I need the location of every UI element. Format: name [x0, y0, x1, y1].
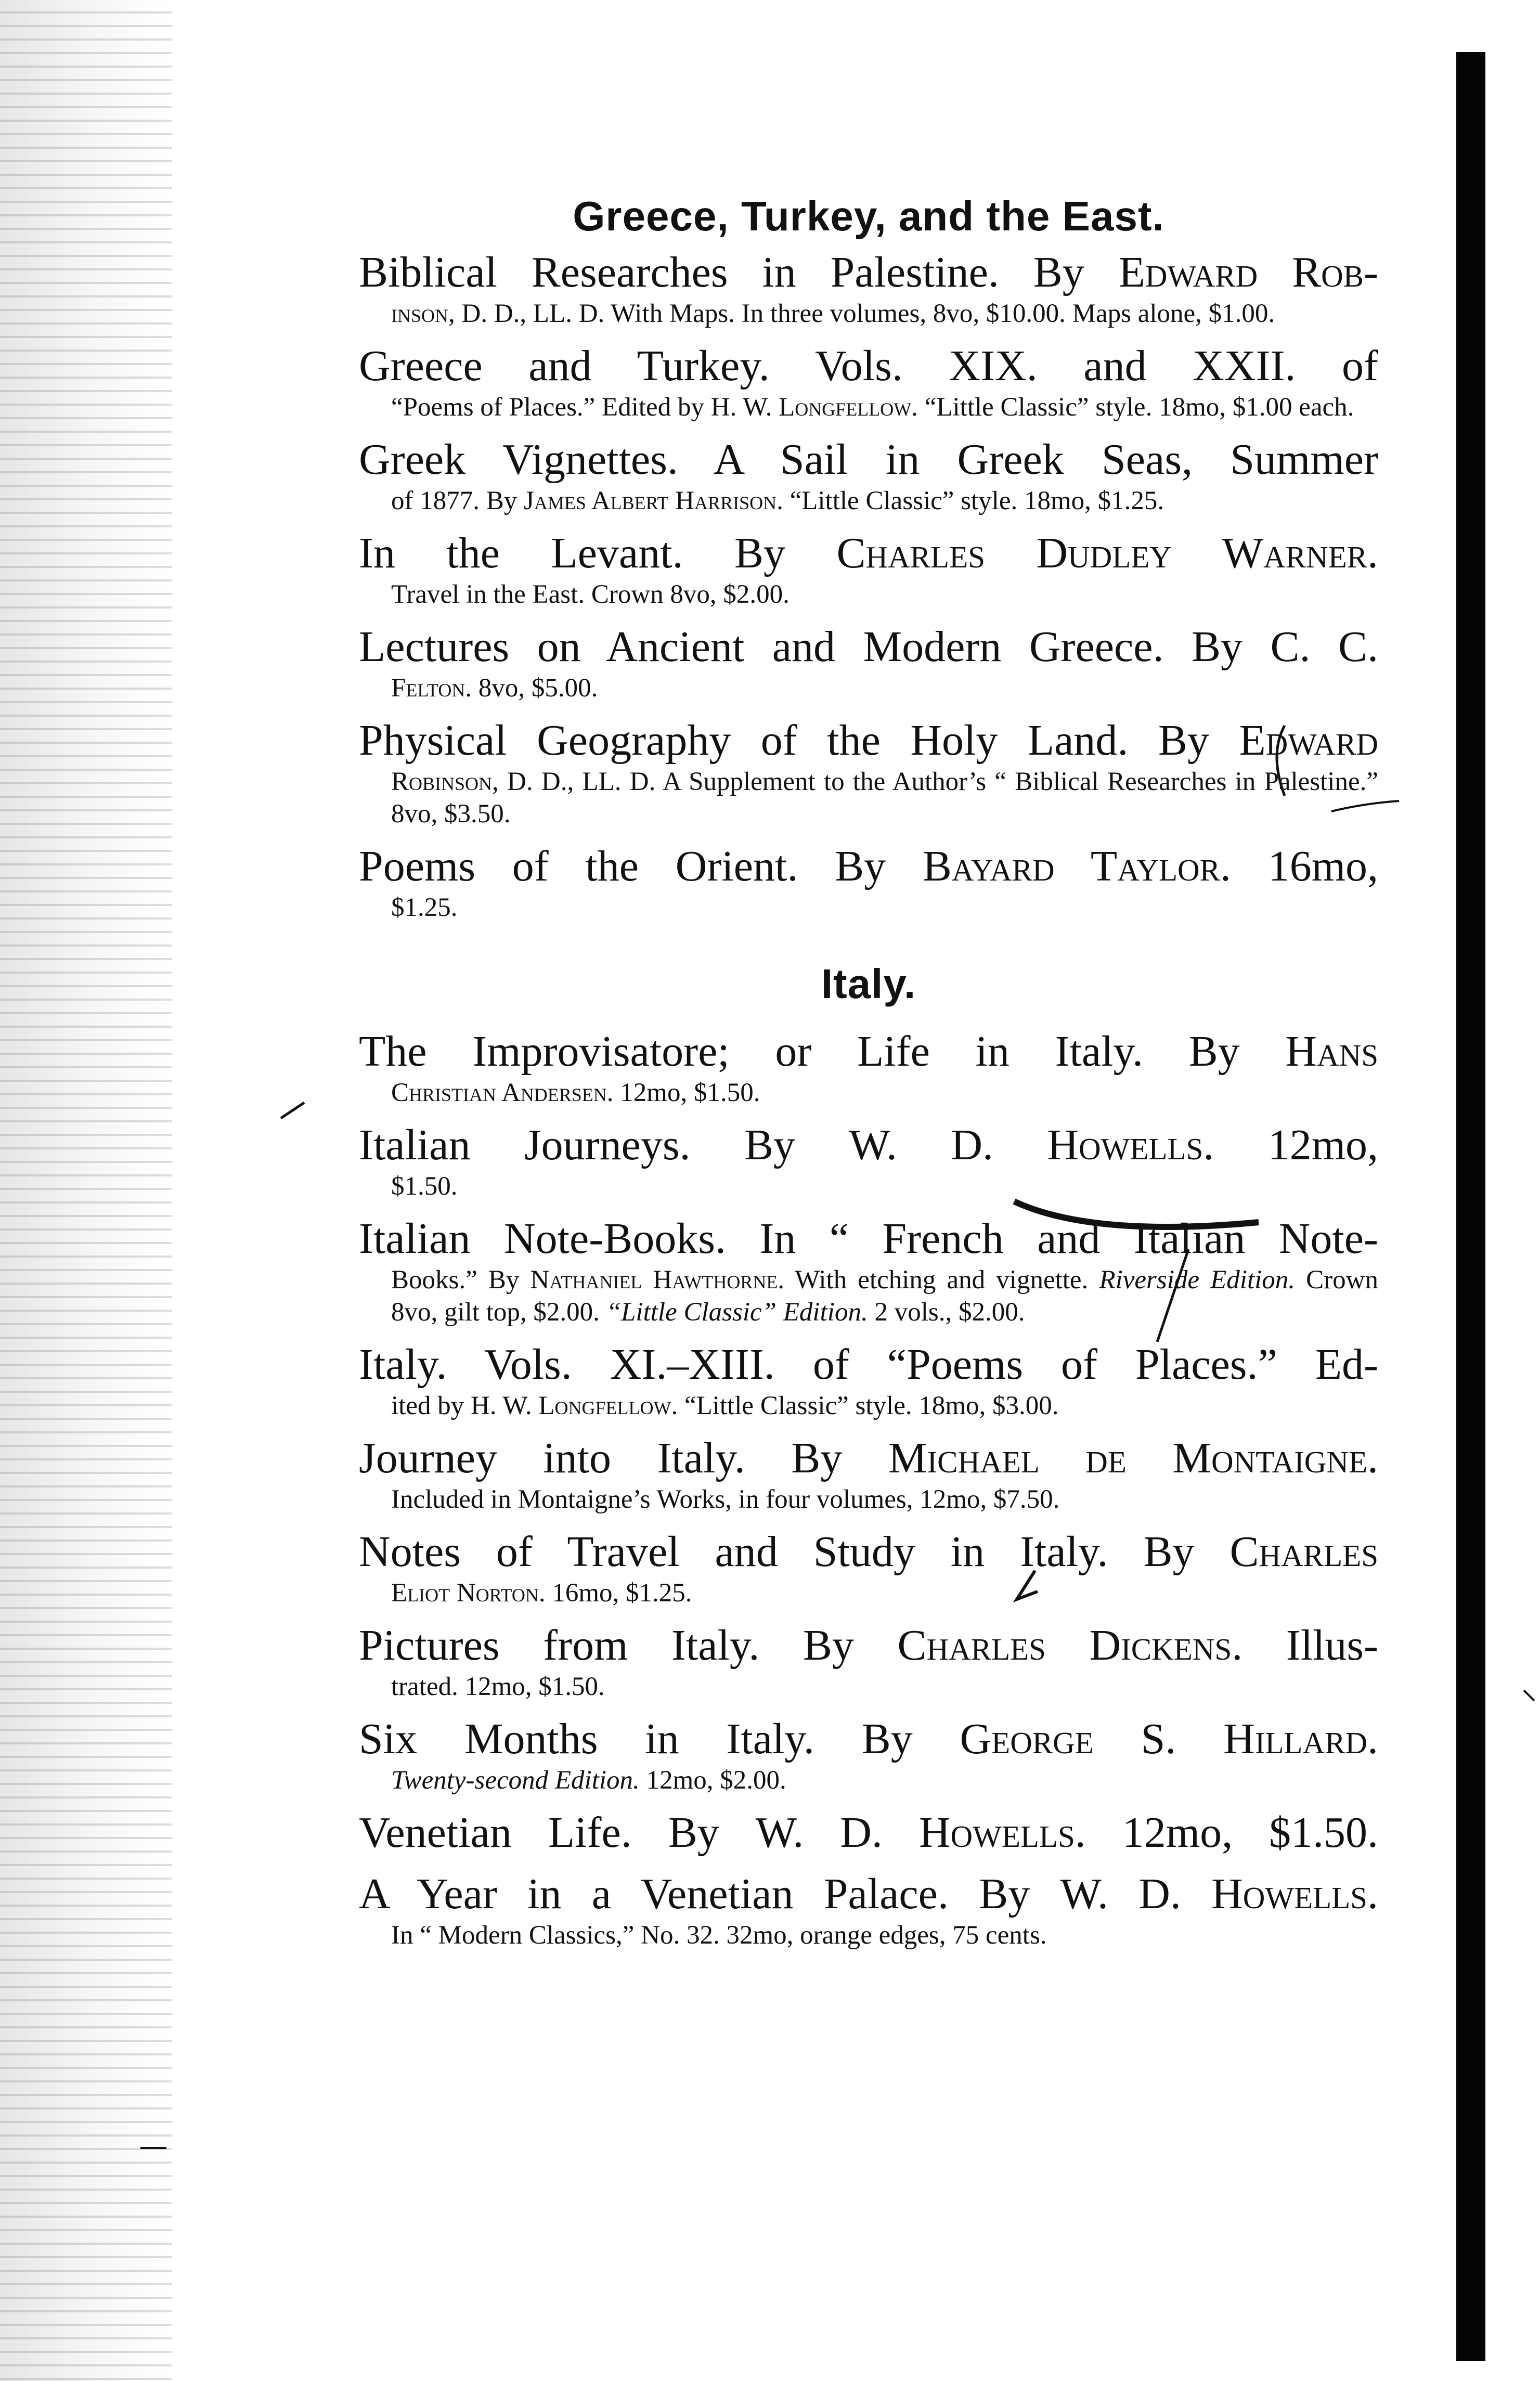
catalog-entry: [359, 842, 1378, 924]
book-details: $1.50.: [391, 1172, 458, 1201]
by-label: By: [488, 1265, 520, 1295]
book-details: 12mo, $2.00.: [646, 1766, 786, 1795]
book-format: 12mo,: [1267, 1121, 1379, 1169]
book-title: Poems of the Orient.: [359, 842, 798, 890]
book-title: Italian Journeys.: [359, 1121, 691, 1169]
by-label: By: [803, 1621, 854, 1670]
author-name: Michael de Montaigne.: [888, 1434, 1379, 1482]
book-details: “Little Classic” style. 18mo, $1.00 each.: [924, 393, 1354, 422]
by-label: By: [1192, 623, 1243, 671]
book-subtitle: A Sail in Greek Seas, Summer: [713, 435, 1378, 484]
book-details: “Little Classic” style. 18mo, $1.25.: [790, 486, 1164, 515]
editor-name: H. W. Longfellow.: [470, 1391, 678, 1420]
by-label: By: [1143, 1528, 1195, 1576]
series-info: Vols. XI.–XIII. of “Poems of Places.” Ed-: [484, 1340, 1378, 1389]
book-details: Travel in the East. Crown 8vo, $2.00.: [391, 580, 790, 609]
editor-name: H. W. Longfellow.: [710, 393, 918, 422]
catalog-entry: [359, 1808, 1378, 1858]
catalog-entry: [359, 1027, 1378, 1109]
book-subtitle-continued: of 1877.: [391, 486, 480, 515]
author-name: Charles: [1230, 1528, 1379, 1576]
catalog-entry: [359, 435, 1378, 517]
book-details: “Little Classic” style. 18mo, $3.00.: [684, 1391, 1059, 1420]
author-name: Charles Dudley Warner.: [836, 529, 1379, 577]
book-title: Italy.: [359, 1340, 447, 1389]
book-title: Journey into Italy.: [359, 1434, 745, 1482]
book-details: A Supplement to the Author’s “ Biblical Researches in Palestine.” 8vo, $3.50.: [391, 767, 1378, 829]
book-title: Notes of Travel and Study in Italy.: [359, 1528, 1108, 1576]
author-name-continued: Robinson, D. D., LL. D.: [391, 767, 656, 796]
author-name: George S. Hillard.: [960, 1715, 1379, 1763]
catalog-entry: [359, 1214, 1378, 1328]
book-details: 8vo, $5.00.: [478, 674, 598, 703]
scan-edge-bar: [1456, 52, 1485, 2361]
book-title: Six Months in Italy.: [359, 1715, 814, 1763]
book-details: With Maps. In three volumes, 8vo, $10.00. Maps alone, $1.00.: [611, 299, 1275, 328]
author-name: Edward Rob-: [1118, 248, 1379, 296]
author-name: W. D. Howells.: [1060, 1870, 1378, 1918]
author-name-continued: Eliot Norton.: [391, 1578, 546, 1608]
by-label: By: [1158, 716, 1209, 765]
catalog-entry: [359, 341, 1378, 423]
catalog-entry: [359, 1433, 1378, 1516]
book-subtitle: In “ French and Italian Note-: [759, 1214, 1379, 1263]
book-title: Italian Note-Books.: [359, 1214, 726, 1263]
book-subtitle-continued: Books.”: [391, 1265, 477, 1295]
catalog-content: [359, 192, 1378, 1963]
by-label: By: [486, 486, 517, 515]
author-name: W. D. Howells.: [755, 1808, 1086, 1857]
book-details: Included in Montaigne’s Works, in four volumes, 12mo, $7.50.: [391, 1485, 1060, 1514]
book-details-extra: Illus-: [1286, 1621, 1379, 1670]
book-title: Biblical Researches in Palestine.: [359, 248, 999, 296]
author-name: Charles Dickens.: [897, 1621, 1243, 1670]
author-name: Nathaniel Hawthorne.: [530, 1265, 785, 1295]
edition-label: Twenty-second Edition.: [391, 1766, 640, 1795]
book-title: A Year in a Venetian Palace.: [359, 1870, 949, 1918]
book-title: Greece and Turkey.: [359, 342, 770, 390]
by-label: By: [791, 1434, 843, 1482]
catalog-entry: [359, 1527, 1378, 1609]
book-details: trated. 12mo, $1.50.: [391, 1672, 605, 1701]
author-name-continued: inson, D. D., LL. D.: [391, 299, 605, 328]
book-details: 12mo, $1.50.: [620, 1078, 760, 1107]
book-title: In the Levant.: [359, 529, 683, 577]
book-title: Pictures from Italy.: [359, 1621, 760, 1670]
section-heading-italy: Italy.: [821, 961, 916, 1007]
book-title: Greek Vignettes.: [359, 435, 678, 484]
book-details: In “ Modern Classics,” No. 32. 32mo, orange edges, 75 cents.: [391, 1921, 1047, 1950]
by-label: By: [744, 1121, 795, 1169]
book-details: “Poems of Places.” Edited by: [391, 393, 704, 422]
catalog-entry: [359, 716, 1378, 830]
catalog-entry: [359, 1714, 1378, 1796]
by-label: By: [1188, 1027, 1240, 1076]
catalog-entry: [359, 528, 1378, 611]
author-name-continued: Felton.: [391, 674, 472, 703]
book-details: 2 vols., $2.00.: [874, 1298, 1025, 1327]
author-name: James Albert Harrison.: [524, 486, 783, 515]
edition-label: Riverside Edition.: [1099, 1265, 1296, 1295]
catalog-entry: [359, 622, 1378, 704]
book-details: ited by: [391, 1391, 464, 1420]
by-label: By: [668, 1808, 719, 1857]
book-details: $1.25.: [391, 893, 458, 922]
catalog-entry: [359, 248, 1378, 330]
book-title: Physical Geography of the Holy Land.: [359, 716, 1129, 765]
section-heading-greece: Greece, Turkey, and the East.: [573, 193, 1164, 239]
book-title: The Improvisatore; or Life in Italy.: [359, 1027, 1143, 1076]
catalog-entry: [359, 1621, 1378, 1703]
book-details: 16mo, $1.25.: [552, 1578, 692, 1608]
author-name: Edward: [1239, 716, 1378, 765]
book-details: Crown 8vo, gilt top, $2.00.: [391, 1265, 1378, 1327]
book-details: With etching and vignette.: [795, 1265, 1089, 1295]
catalog-entry: [359, 1340, 1378, 1422]
book-title: Venetian Life.: [359, 1808, 632, 1857]
by-label: By: [979, 1870, 1030, 1918]
series-info: Vols. XIX. and XXII. of: [814, 342, 1378, 390]
author-name: W. D. Howells.: [849, 1121, 1214, 1169]
author-name: Bayard Taylor.: [922, 842, 1231, 890]
author-name-continued: Christian Andersen.: [391, 1078, 614, 1107]
catalog-entry: [359, 1869, 1378, 1951]
binding-gutter-shadow: [0, 0, 172, 2381]
by-label: By: [734, 529, 786, 577]
catalog-entry: [359, 1120, 1378, 1202]
by-label: By: [861, 1715, 913, 1763]
book-format: 12mo, $1.50.: [1122, 1808, 1379, 1857]
by-label: By: [1033, 248, 1084, 296]
author-name: C. C.: [1270, 623, 1378, 671]
edition-label: “Little Classic” Edition.: [606, 1298, 868, 1327]
book-format: 16mo,: [1267, 842, 1379, 890]
author-name: Hans: [1285, 1027, 1379, 1076]
book-title: Lectures on Ancient and Modern Greece.: [359, 623, 1164, 671]
by-label: By: [835, 842, 886, 890]
